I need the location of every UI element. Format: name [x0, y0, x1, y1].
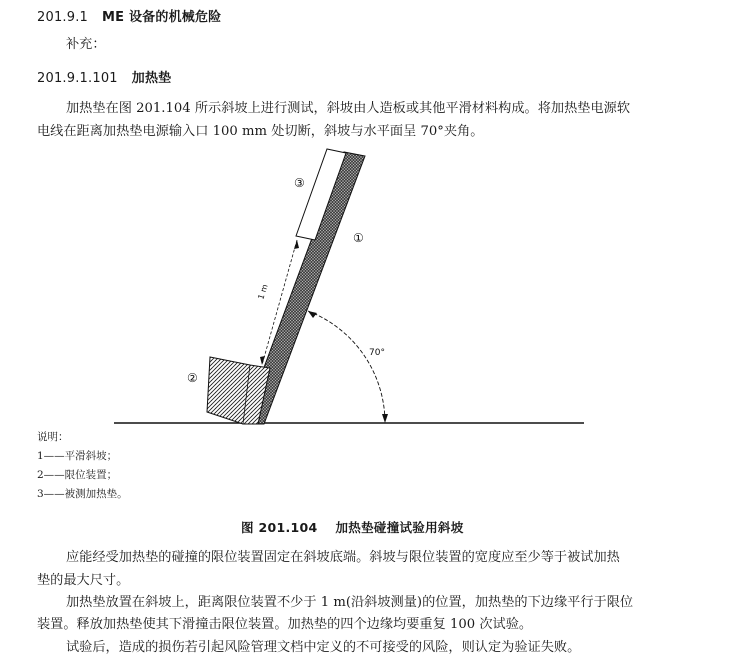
para2-line-2: 垫的最大尺寸。	[37, 573, 130, 588]
figure-title: 加热垫碰撞试验用斜坡	[335, 520, 464, 535]
para3-line-2: 装置。释放加热垫使其下滑撞击限位装置。加热垫的四个边缘均要重复 100 次试验。	[37, 617, 533, 632]
length-label: 1 m	[256, 283, 270, 301]
marker-2: ②	[187, 371, 198, 385]
intro-line-2: 电线在距离加热垫电源输入口 100 mm 处切断，斜坡与水平面呈 70°夹角。	[37, 124, 484, 139]
subsection-title: 加热垫	[131, 71, 172, 86]
legend-item: 3——被测加热垫。	[37, 488, 128, 500]
figure-caption	[241, 518, 464, 536]
figure-number: 图 201.104	[241, 520, 318, 535]
stopper-block	[207, 357, 270, 424]
legend	[37, 428, 128, 504]
section-number: 201.9.1	[37, 10, 89, 25]
subsection-number: 201.9.1.101	[37, 71, 118, 86]
legend-item: 2——限位装置；	[37, 469, 118, 481]
supplement-label: 补充：	[66, 37, 106, 52]
angle-label: 70°	[369, 348, 385, 358]
marker-3: ③	[294, 176, 305, 190]
legend-title: 说明：	[37, 431, 69, 443]
intro-line-1: 加热垫在图 201.104 所示斜坡上进行测试，斜坡由人造板或其他平滑材料构成。将加热垫电源软	[66, 101, 631, 116]
legend-item: 1——平滑斜坡；	[37, 450, 118, 462]
para2-line-1: 应能经受加热垫的碰撞的限位装置固定在斜坡底端。斜坡与限位装置的宽度应至少等于被试加热	[66, 550, 620, 565]
angle-arc	[308, 311, 385, 423]
para3-line-1: 加热垫放置在斜坡上，距离限位装置不少于 1 m(沿斜坡测量)的位置，加热垫的下边缘平行于限位	[66, 595, 634, 610]
para4: 试验后，造成的损伤若引起风险管理文档中定义的不可接受的风险，则认定为验证失败。	[66, 640, 581, 655]
marker-1: ①	[353, 231, 364, 245]
section-title: ME 设备的机械危险	[102, 10, 222, 25]
